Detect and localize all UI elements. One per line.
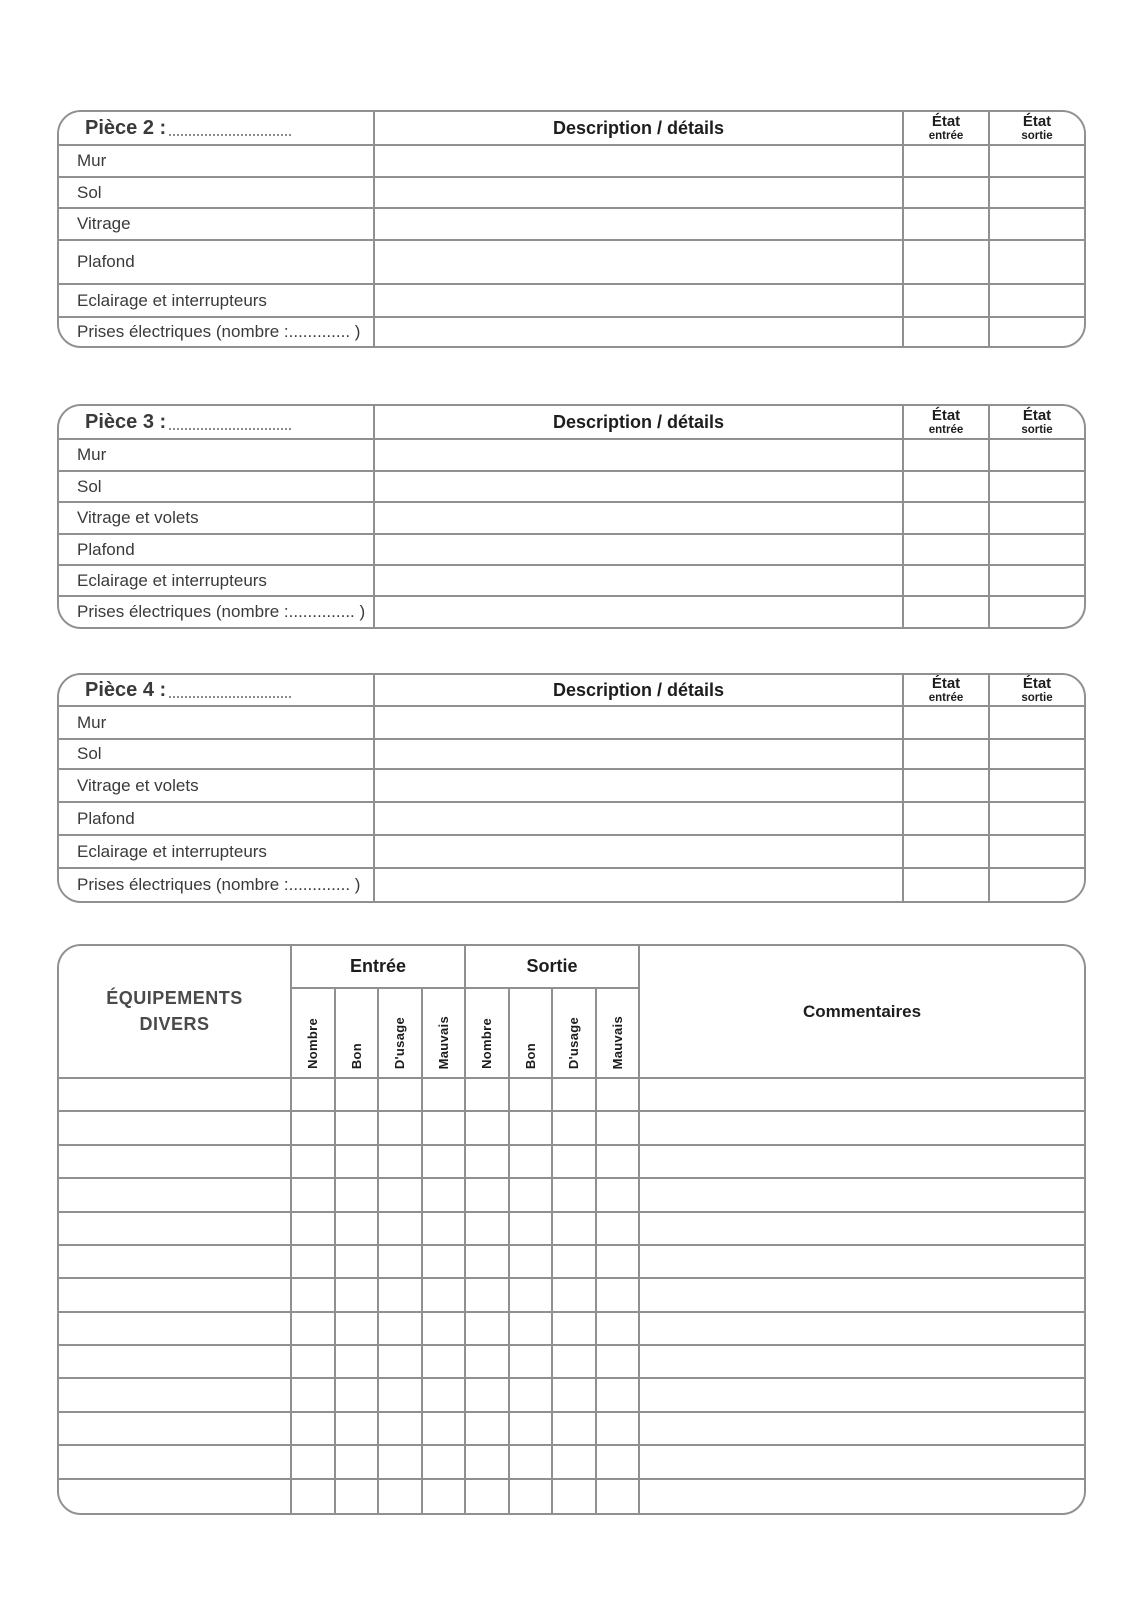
equipment-value-cell[interactable] — [379, 1079, 423, 1112]
equipment-value-cell[interactable] — [553, 1079, 597, 1112]
equipment-name-cell[interactable] — [59, 1279, 292, 1312]
equipment-value-cell[interactable] — [292, 1279, 336, 1312]
equipment-value-cell[interactable] — [597, 1279, 641, 1312]
equipment-value-cell[interactable] — [292, 1213, 336, 1246]
nombre-label: Nombre — [479, 1018, 495, 1069]
room-table-piece-2 — [57, 110, 1086, 348]
etat-entree-cell[interactable] — [904, 318, 990, 346]
equipment-value-cell[interactable] — [510, 1413, 554, 1446]
equipment-value-cell[interactable] — [597, 1413, 641, 1446]
row-label: Vitrage — [59, 209, 375, 241]
description-cell[interactable] — [375, 707, 904, 740]
equipment-value-cell[interactable] — [379, 1446, 423, 1479]
equipment-value-cell[interactable] — [292, 1313, 336, 1346]
room-title: Pièce 4 : — [85, 678, 167, 701]
etat-sortie-header — [990, 406, 1084, 440]
equipment-value-cell[interactable] — [336, 1179, 380, 1212]
equipment-value-cell[interactable] — [510, 1079, 554, 1112]
equipment-name-cell[interactable] — [59, 1112, 292, 1145]
equipment-value-cell[interactable] — [553, 1112, 597, 1145]
row-label: Mur — [59, 440, 375, 472]
equipment-value-cell[interactable] — [466, 1146, 510, 1179]
dotted-line — [169, 120, 291, 136]
comment-cell[interactable] — [640, 1346, 1084, 1379]
etat-sortie-cell[interactable] — [990, 318, 1084, 346]
equipment-value-cell[interactable] — [466, 1480, 510, 1513]
dusage-label: D'usage — [566, 1016, 582, 1069]
etat-sortie-cell[interactable] — [990, 285, 1084, 318]
equipment-name-cell[interactable] — [59, 1446, 292, 1479]
etat-label: État — [931, 112, 961, 130]
entree-label: entrée — [928, 129, 964, 142]
row-label: Mur — [59, 707, 375, 740]
description-cell[interactable] — [375, 770, 904, 803]
equipment-value-cell[interactable] — [553, 1279, 597, 1312]
row-label: Prises électriques (nombre :............. ) — [59, 869, 375, 901]
equipment-name-cell[interactable] — [59, 1480, 292, 1513]
room-title: Pièce 2 : — [85, 116, 167, 139]
etat-entree-header — [904, 675, 990, 707]
equipment-value-cell[interactable] — [423, 1246, 467, 1279]
row-label: Sol — [59, 740, 375, 770]
etat-sortie-cell[interactable] — [990, 503, 1084, 535]
sortie-label: sortie — [1021, 423, 1053, 436]
equipment-value-cell[interactable] — [336, 1279, 380, 1312]
sortie-label: sortie — [1021, 691, 1053, 704]
equipment-value-cell[interactable] — [597, 1313, 641, 1346]
equipment-value-cell[interactable] — [336, 1112, 380, 1145]
equipment-value-cell[interactable] — [597, 1379, 641, 1412]
equipment-value-cell[interactable] — [466, 1413, 510, 1446]
etat-entree-cell[interactable] — [904, 285, 990, 318]
equipment-value-cell[interactable] — [510, 1112, 554, 1145]
description-cell[interactable] — [375, 597, 904, 627]
equipment-value-cell[interactable] — [597, 1079, 641, 1112]
row-label: Eclairage et interrupteurs — [59, 285, 375, 318]
dotted-line — [169, 682, 291, 698]
etat-entree-cell[interactable] — [904, 472, 990, 503]
entree-group-header: Entrée — [292, 946, 466, 989]
equipment-value-cell[interactable] — [510, 1179, 554, 1212]
equipment-value-cell[interactable] — [292, 1179, 336, 1212]
description-cell[interactable] — [375, 318, 904, 346]
entree-bon-header — [336, 989, 380, 1079]
equipment-name-cell[interactable] — [59, 1379, 292, 1412]
equipment-value-cell[interactable] — [379, 1179, 423, 1212]
equipment-value-cell[interactable] — [292, 1246, 336, 1279]
equipment-value-cell[interactable] — [423, 1413, 467, 1446]
etat-sortie-cell[interactable] — [990, 869, 1084, 901]
equipment-value-cell[interactable] — [292, 1446, 336, 1479]
mauvais-label: Mauvais — [609, 1015, 625, 1069]
etat-sortie-header — [990, 675, 1084, 707]
etat-entree-cell[interactable] — [904, 869, 990, 901]
etat-sortie-cell[interactable] — [990, 803, 1084, 836]
equipment-value-cell[interactable] — [336, 1246, 380, 1279]
description-cell[interactable] — [375, 146, 904, 178]
equipment-value-cell[interactable] — [510, 1146, 554, 1179]
entree-nombre-header — [292, 989, 336, 1079]
equipment-value-cell[interactable] — [597, 1179, 641, 1212]
equipment-value-cell[interactable] — [553, 1346, 597, 1379]
equipment-value-cell[interactable] — [466, 1079, 510, 1112]
equipment-value-cell[interactable] — [292, 1146, 336, 1179]
equipment-value-cell[interactable] — [553, 1413, 597, 1446]
comment-cell[interactable] — [640, 1246, 1084, 1279]
nombre-label: Nombre — [305, 1018, 321, 1069]
equipment-value-cell[interactable] — [423, 1279, 467, 1312]
description-header: Description / détails — [375, 112, 904, 146]
etat-entree-cell[interactable] — [904, 597, 990, 627]
description-header: Description / détails — [375, 675, 904, 707]
room-title-cell — [59, 112, 375, 146]
comment-cell[interactable] — [640, 1313, 1084, 1346]
row-label: Prises électriques (nombre :............. ) — [59, 318, 375, 346]
commentaires-header: Commentaires — [640, 946, 1084, 1079]
description-cell[interactable] — [375, 241, 904, 285]
etat-label: État — [1022, 674, 1052, 692]
equipment-value-cell[interactable] — [423, 1079, 467, 1112]
equipment-name-cell[interactable] — [59, 1346, 292, 1379]
equipment-value-cell[interactable] — [466, 1279, 510, 1312]
etat-sortie-cell[interactable] — [990, 146, 1084, 178]
equipment-value-cell[interactable] — [510, 1446, 554, 1479]
equipment-value-cell[interactable] — [597, 1446, 641, 1479]
equipment-value-cell[interactable] — [336, 1146, 380, 1179]
bon-label: Bon — [348, 1042, 364, 1069]
equipment-value-cell[interactable] — [553, 1446, 597, 1479]
equipment-value-cell[interactable] — [466, 1179, 510, 1212]
equipment-name-cell[interactable] — [59, 1413, 292, 1446]
row-label: Vitrage et volets — [59, 503, 375, 535]
equipment-value-cell[interactable] — [292, 1079, 336, 1112]
etat-sortie-cell[interactable] — [990, 209, 1084, 241]
equipment-value-cell[interactable] — [292, 1346, 336, 1379]
equipment-value-cell[interactable] — [423, 1446, 467, 1479]
etat-sortie-cell[interactable] — [990, 178, 1084, 209]
sortie-nombre-header — [466, 989, 510, 1079]
etat-entree-cell[interactable] — [904, 740, 990, 770]
room-title-cell — [59, 675, 375, 707]
row-label: Plafond — [59, 535, 375, 566]
room-title: Pièce 3 : — [85, 410, 167, 433]
equipment-value-cell[interactable] — [423, 1179, 467, 1212]
equipment-value-cell[interactable] — [423, 1112, 467, 1145]
description-cell[interactable] — [375, 178, 904, 209]
comment-cell[interactable] — [640, 1079, 1084, 1112]
description-cell[interactable] — [375, 503, 904, 535]
equipment-value-cell[interactable] — [292, 1379, 336, 1412]
equipment-value-cell[interactable] — [466, 1446, 510, 1479]
equipment-value-cell[interactable] — [379, 1313, 423, 1346]
etat-entree-cell[interactable] — [904, 535, 990, 566]
etat-sortie-cell[interactable] — [990, 535, 1084, 566]
description-header: Description / détails — [375, 406, 904, 440]
etat-sortie-cell[interactable] — [990, 566, 1084, 597]
etat-sortie-cell[interactable] — [990, 472, 1084, 503]
equipment-value-cell[interactable] — [423, 1313, 467, 1346]
comment-cell[interactable] — [640, 1279, 1084, 1312]
comment-cell[interactable] — [640, 1413, 1084, 1446]
comment-cell[interactable] — [640, 1179, 1084, 1212]
sortie-label: sortie — [1021, 129, 1053, 142]
equipment-value-cell[interactable] — [379, 1480, 423, 1513]
entree-mauvais-header — [423, 989, 467, 1079]
etat-entree-cell[interactable] — [904, 803, 990, 836]
equipment-value-cell[interactable] — [336, 1446, 380, 1479]
mauvais-label: Mauvais — [435, 1015, 451, 1069]
room-table-piece-3 — [57, 404, 1086, 629]
entree-label: entrée — [928, 423, 964, 436]
comment-cell[interactable] — [640, 1112, 1084, 1145]
equipment-value-cell[interactable] — [553, 1146, 597, 1179]
equipment-title-line2: DIVERS — [139, 1013, 210, 1034]
equipment-value-cell[interactable] — [466, 1313, 510, 1346]
etat-entree-cell[interactable] — [904, 146, 990, 178]
etat-sortie-cell[interactable] — [990, 597, 1084, 627]
row-label: Sol — [59, 472, 375, 503]
equipment-value-cell[interactable] — [510, 1246, 554, 1279]
etat-label: État — [1022, 406, 1052, 424]
sortie-bon-header — [510, 989, 554, 1079]
etat-sortie-cell[interactable] — [990, 707, 1084, 740]
sortie-mauvais-header — [597, 989, 641, 1079]
sortie-group-header: Sortie — [466, 946, 640, 989]
equipment-value-cell[interactable] — [423, 1146, 467, 1179]
equipment-value-cell[interactable] — [336, 1413, 380, 1446]
equipment-value-cell[interactable] — [423, 1480, 467, 1513]
dotted-line — [169, 414, 291, 430]
equipment-value-cell[interactable] — [510, 1313, 554, 1346]
equipment-value-cell[interactable] — [510, 1346, 554, 1379]
equipment-value-cell[interactable] — [423, 1213, 467, 1246]
equipment-value-cell[interactable] — [597, 1480, 641, 1513]
etat-sortie-header — [990, 112, 1084, 146]
equipment-name-cell[interactable] — [59, 1179, 292, 1212]
equipment-value-cell[interactable] — [379, 1413, 423, 1446]
etat-sortie-cell[interactable] — [990, 440, 1084, 472]
equipment-value-cell[interactable] — [379, 1246, 423, 1279]
description-cell[interactable] — [375, 836, 904, 869]
equipment-value-cell[interactable] — [553, 1313, 597, 1346]
equipment-value-cell[interactable] — [292, 1413, 336, 1446]
equipment-name-cell[interactable] — [59, 1079, 292, 1112]
comment-cell[interactable] — [640, 1446, 1084, 1479]
row-label: Mur — [59, 146, 375, 178]
etat-label: État — [931, 406, 961, 424]
equipment-value-cell[interactable] — [553, 1480, 597, 1513]
comment-cell[interactable] — [640, 1480, 1084, 1513]
equipment-value-cell[interactable] — [510, 1213, 554, 1246]
equipment-value-cell[interactable] — [466, 1379, 510, 1412]
equipment-value-cell[interactable] — [379, 1346, 423, 1379]
row-label: Eclairage et interrupteurs — [59, 566, 375, 597]
entree-label: entrée — [928, 691, 964, 704]
etat-label: État — [1022, 112, 1052, 130]
equipment-value-cell[interactable] — [466, 1213, 510, 1246]
equipment-value-cell[interactable] — [423, 1346, 467, 1379]
row-label: Eclairage et interrupteurs — [59, 836, 375, 869]
bon-label: Bon — [522, 1042, 538, 1069]
equipment-value-cell[interactable] — [379, 1213, 423, 1246]
equipment-value-cell[interactable] — [510, 1480, 554, 1513]
equipment-value-cell[interactable] — [292, 1480, 336, 1513]
etat-entree-cell[interactable] — [904, 707, 990, 740]
etat-entree-cell[interactable] — [904, 566, 990, 597]
sortie-dusage-header — [553, 989, 597, 1079]
equipment-value-cell[interactable] — [553, 1179, 597, 1212]
etat-entree-cell[interactable] — [904, 178, 990, 209]
equipment-value-cell[interactable] — [379, 1112, 423, 1145]
equipment-value-cell[interactable] — [466, 1112, 510, 1145]
row-label: Prises électriques (nombre :.............. ) — [59, 597, 375, 627]
etat-entree-cell[interactable] — [904, 503, 990, 535]
etat-sortie-cell[interactable] — [990, 740, 1084, 770]
equipment-value-cell[interactable] — [597, 1246, 641, 1279]
etat-entree-cell[interactable] — [904, 209, 990, 241]
etat-entree-cell[interactable] — [904, 836, 990, 869]
equipment-title-cell — [59, 946, 292, 1079]
description-cell[interactable] — [375, 440, 904, 472]
equipment-value-cell[interactable] — [553, 1213, 597, 1246]
description-cell[interactable] — [375, 566, 904, 597]
equipment-table — [57, 944, 1086, 1515]
comment-cell[interactable] — [640, 1146, 1084, 1179]
equipment-value-cell[interactable] — [553, 1246, 597, 1279]
description-cell[interactable] — [375, 472, 904, 503]
equipment-value-cell[interactable] — [466, 1246, 510, 1279]
equipment-value-cell[interactable] — [597, 1146, 641, 1179]
comment-cell[interactable] — [640, 1213, 1084, 1246]
room-table-piece-4 — [57, 673, 1086, 903]
description-cell[interactable] — [375, 535, 904, 566]
equipment-value-cell[interactable] — [379, 1146, 423, 1179]
entree-dusage-header — [379, 989, 423, 1079]
row-label: Sol — [59, 178, 375, 209]
description-cell[interactable] — [375, 740, 904, 770]
description-cell[interactable] — [375, 803, 904, 836]
equipment-value-cell[interactable] — [553, 1379, 597, 1412]
equipment-value-cell[interactable] — [292, 1112, 336, 1145]
equipment-value-cell[interactable] — [336, 1079, 380, 1112]
description-cell[interactable] — [375, 209, 904, 241]
row-label: Plafond — [59, 803, 375, 836]
etat-entree-header — [904, 406, 990, 440]
dusage-label: D'usage — [392, 1016, 408, 1069]
equipment-name-cell[interactable] — [59, 1246, 292, 1279]
equipment-value-cell[interactable] — [336, 1213, 380, 1246]
etat-sortie-cell[interactable] — [990, 770, 1084, 803]
equipment-value-cell[interactable] — [336, 1346, 380, 1379]
row-label: Plafond — [59, 241, 375, 285]
etat-entree-cell[interactable] — [904, 770, 990, 803]
equipment-value-cell[interactable] — [510, 1279, 554, 1312]
etat-sortie-cell[interactable] — [990, 241, 1084, 285]
equipment-value-cell[interactable] — [379, 1279, 423, 1312]
equipment-value-cell[interactable] — [423, 1379, 467, 1412]
equipment-value-cell[interactable] — [336, 1313, 380, 1346]
room-title-cell — [59, 406, 375, 440]
equipment-value-cell[interactable] — [597, 1213, 641, 1246]
equipment-name-cell[interactable] — [59, 1313, 292, 1346]
equipment-value-cell[interactable] — [466, 1346, 510, 1379]
etat-entree-header — [904, 112, 990, 146]
etat-label: État — [931, 674, 961, 692]
etat-entree-cell[interactable] — [904, 440, 990, 472]
equipment-value-cell[interactable] — [336, 1480, 380, 1513]
equipment-value-cell[interactable] — [597, 1112, 641, 1145]
description-cell[interactable] — [375, 285, 904, 318]
comment-cell[interactable] — [640, 1379, 1084, 1412]
etat-entree-cell[interactable] — [904, 241, 990, 285]
equipment-value-cell[interactable] — [510, 1379, 554, 1412]
equipment-value-cell[interactable] — [379, 1379, 423, 1412]
equipment-value-cell[interactable] — [597, 1346, 641, 1379]
equipment-title-line1: ÉQUIPEMENTS — [106, 988, 243, 1009]
etat-sortie-cell[interactable] — [990, 836, 1084, 869]
equipment-name-cell[interactable] — [59, 1146, 292, 1179]
equipment-name-cell[interactable] — [59, 1213, 292, 1246]
equipment-value-cell[interactable] — [336, 1379, 380, 1412]
row-label: Vitrage et volets — [59, 770, 375, 803]
description-cell[interactable] — [375, 869, 904, 901]
